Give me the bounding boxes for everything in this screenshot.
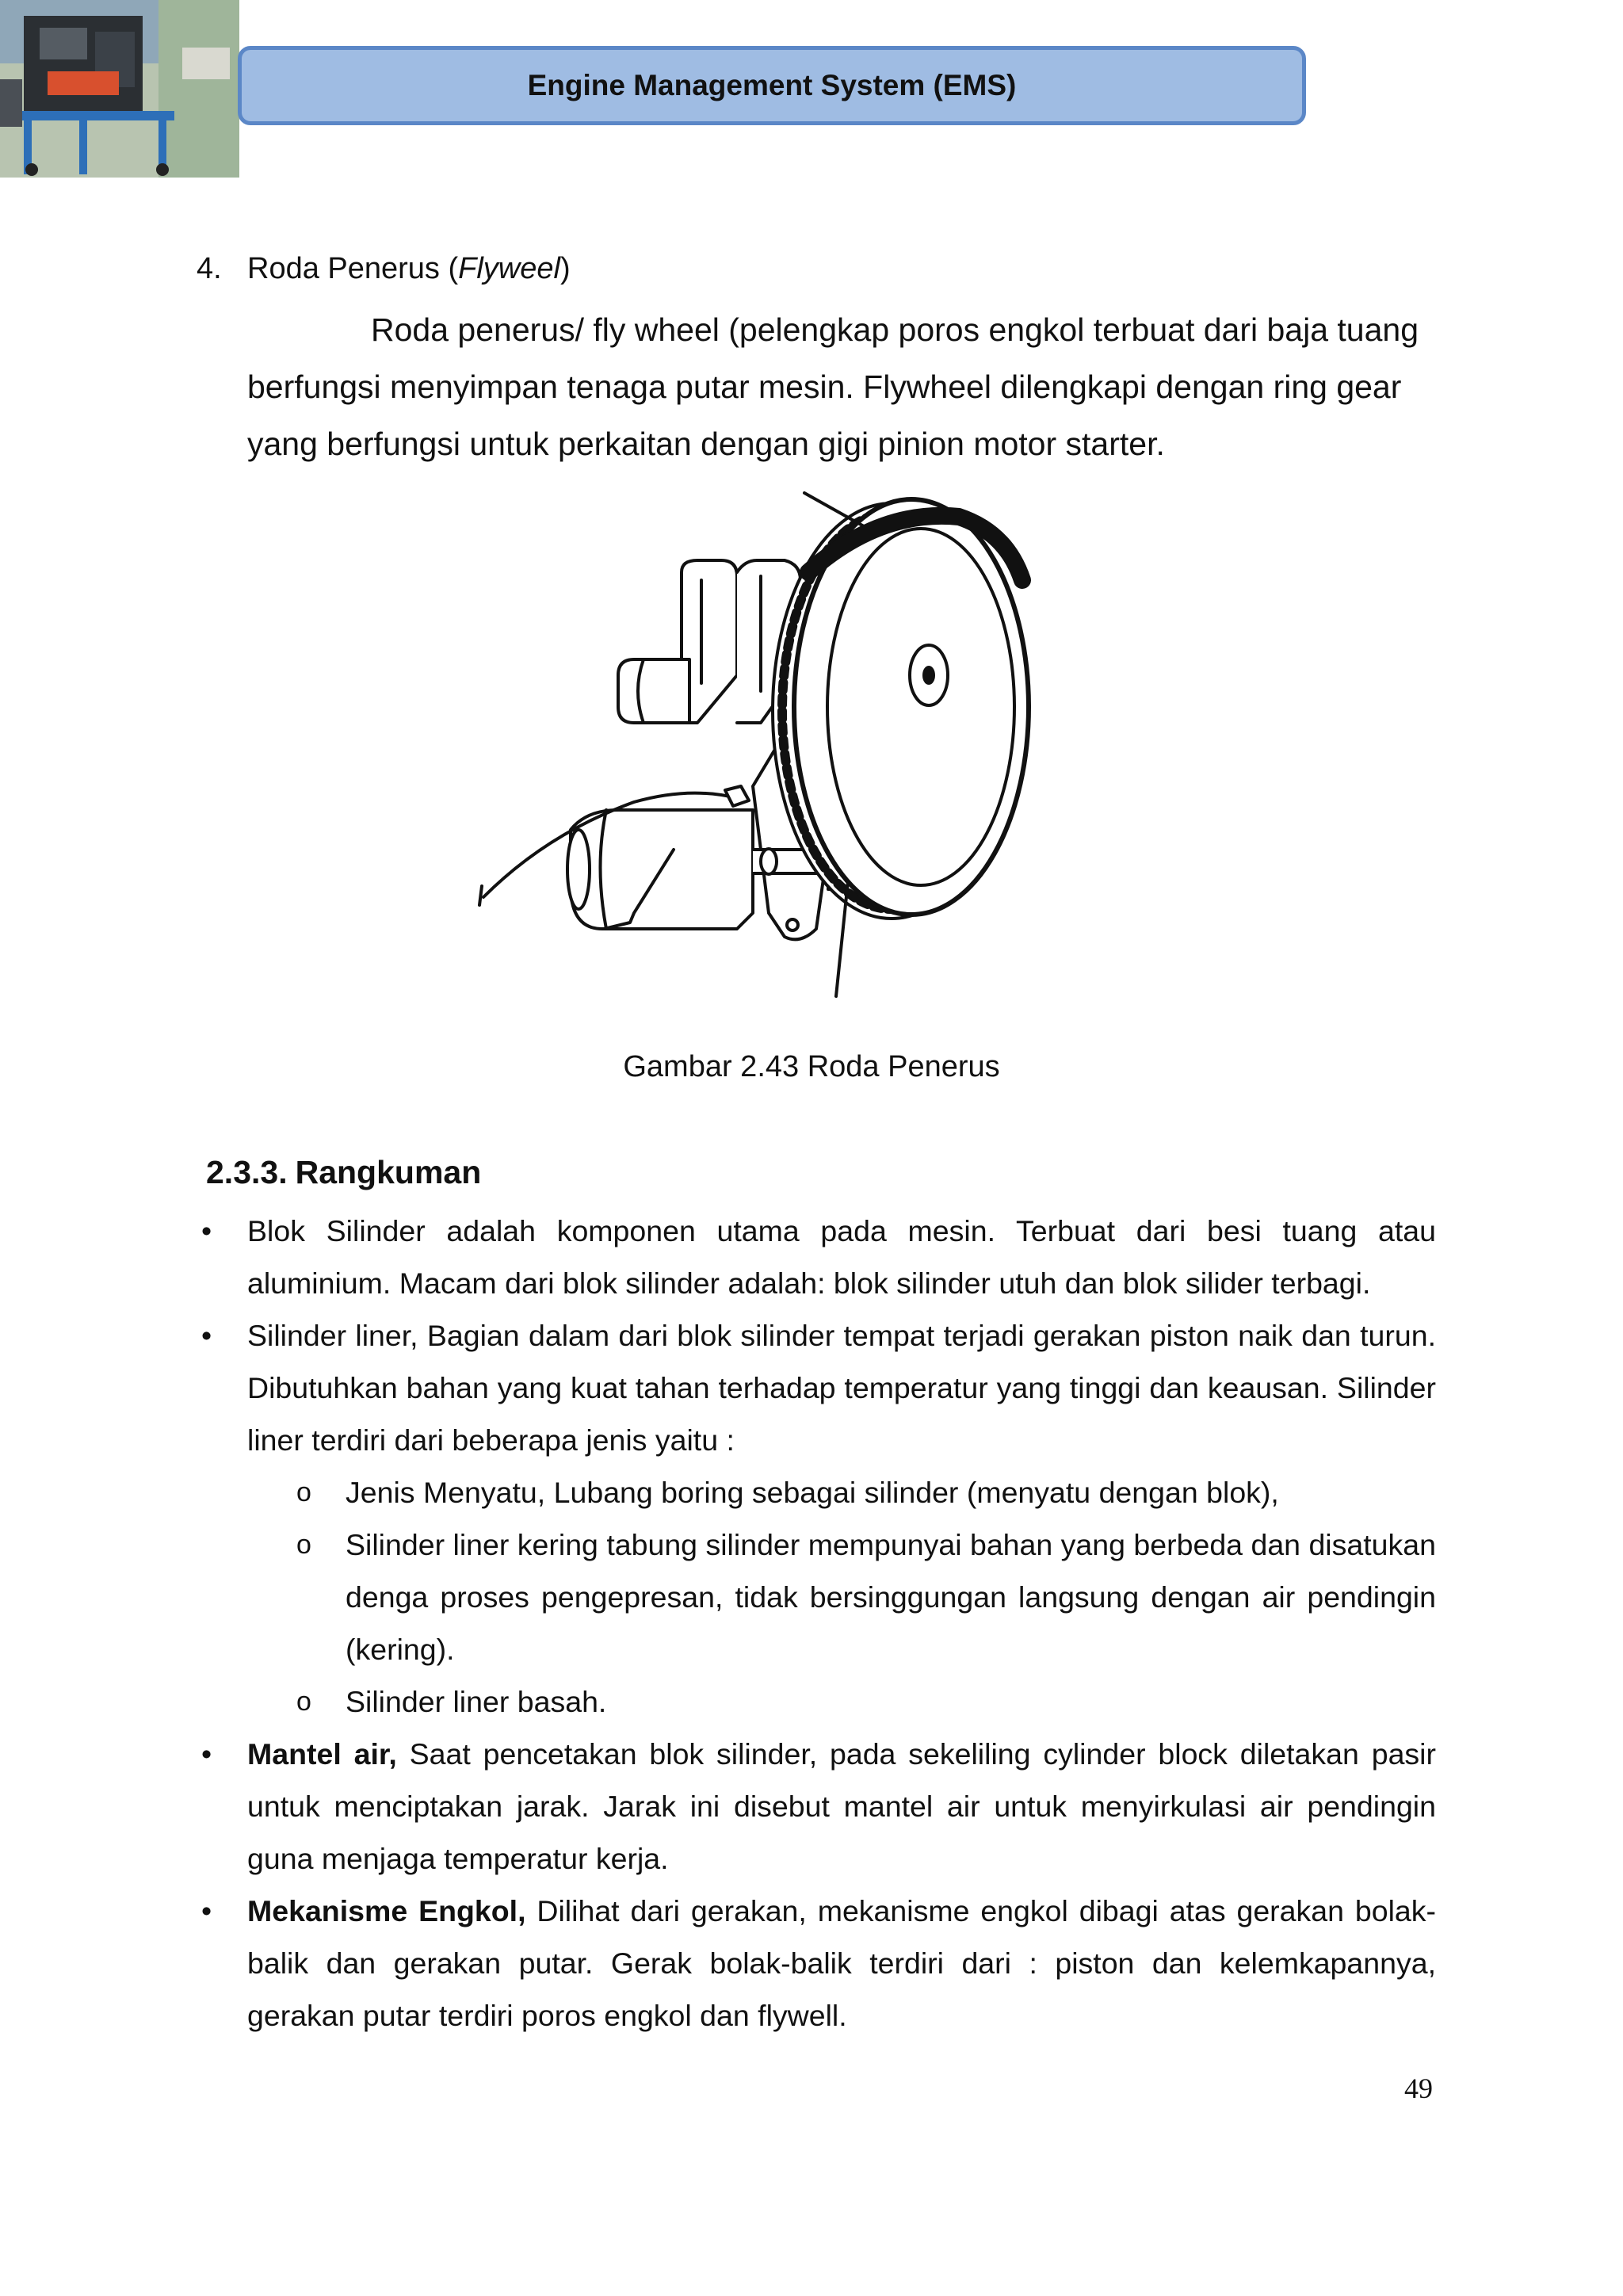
section-title-suffix: )	[559, 252, 571, 285]
bullet-marker: •	[201, 1319, 212, 1352]
section-title-prefix: Roda Penerus (	[247, 252, 459, 285]
bullet-marker: •	[201, 1214, 212, 1247]
rangkuman-title: Rangkuman	[295, 1154, 482, 1190]
page-number: 49	[1404, 2073, 1433, 2104]
sub-list-item-text: Silinder liner basah.	[346, 1685, 607, 1718]
list-item-text: Saat pencetakan blok silinder, pada sekeliling cylinder block diletakan pasir untuk menciptakan jarak. Jarak ini disebut mantel air untuk menyirkulasi air pendingin guna menjaga temperatur kerja.	[247, 1737, 1436, 1875]
list-item-bold: Mekanisme Engkol,	[247, 1894, 526, 1927]
bullet-marker: •	[201, 1894, 212, 1927]
bullet-marker: •	[201, 1737, 212, 1771]
section-paragraph	[247, 301, 1434, 472]
section-heading	[197, 252, 571, 286]
list-item	[197, 1205, 1436, 1309]
engine-trainer-photo	[0, 0, 239, 178]
sub-list-item	[197, 1675, 1436, 1728]
sub-list-item	[197, 1466, 1436, 1519]
sub-bullet-marker: o	[296, 1477, 311, 1507]
list-item-text: Dilihat dari gerakan, mekanisme engkol dibagi atas gerakan bolak-balik dan gerakan putar. Gerak bolak-balik terdiri dari : piston dan kelemkapannya, gerakan putar terdiri poros engkol dan flywell.	[247, 1894, 1436, 2032]
sub-list-item	[197, 1519, 1436, 1675]
header-banner	[238, 46, 1306, 125]
sub-list-item-text: Silinder liner kering tabung silinder mempunyai bahan yang berbeda dan disatukan denga proses pengepresan, tidak bersinggungan langsung dengan air pendingin (kering).	[346, 1528, 1436, 1666]
list-item-bold: Mantel air,	[247, 1737, 397, 1771]
list-item-text: Blok Silinder adalah komponen utama pada mesin. Terbuat dari besi tuang atau aluminium. Macam dari blok silinder adalah: blok silinder utuh dan blok silider terbagi.	[247, 1214, 1436, 1300]
sub-bullet-marker: o	[296, 1530, 311, 1560]
sub-list-item-text: Jenis Menyatu, Lubang boring sebagai silinder (menyatu dengan blok),	[346, 1476, 1279, 1509]
list-item-text: Silinder liner, Bagian dalam dari blok silinder tempat terjadi gerakan piston naik dan turun. Dibutuhkan bahan yang kuat tahan terhadap temperatur yang tinggi dan keausan. Silinder liner terdiri dari beberapa jenis yaitu :	[247, 1319, 1436, 1457]
rangkuman-list	[197, 1205, 1436, 2042]
header-title: Engine Management System (EMS)	[527, 69, 1017, 101]
list-item	[197, 1728, 1436, 1885]
rangkuman-number: 2.3.3.	[206, 1154, 288, 1190]
section-title-italic: Flyweel	[458, 252, 560, 285]
section-paragraph-text: Roda penerus/ fly wheel (pelengkap poros engkol terbuat dari baja tuang berfungsi menyimpan tenaga putar mesin. Flywheel dilengkapi dengan ring gear yang berfungsi untuk perkaitan dengan gigi pinion motor starter.	[247, 311, 1419, 462]
list-item	[197, 1309, 1436, 1466]
flywheel-figure	[436, 485, 1054, 1008]
figure-caption: Gambar 2.43 Roda Penerus	[623, 1050, 1000, 1083]
section-number: 4.	[197, 252, 222, 285]
rangkuman-heading	[206, 1154, 481, 1191]
list-item	[197, 1885, 1436, 2042]
sub-bullet-marker: o	[296, 1687, 311, 1717]
